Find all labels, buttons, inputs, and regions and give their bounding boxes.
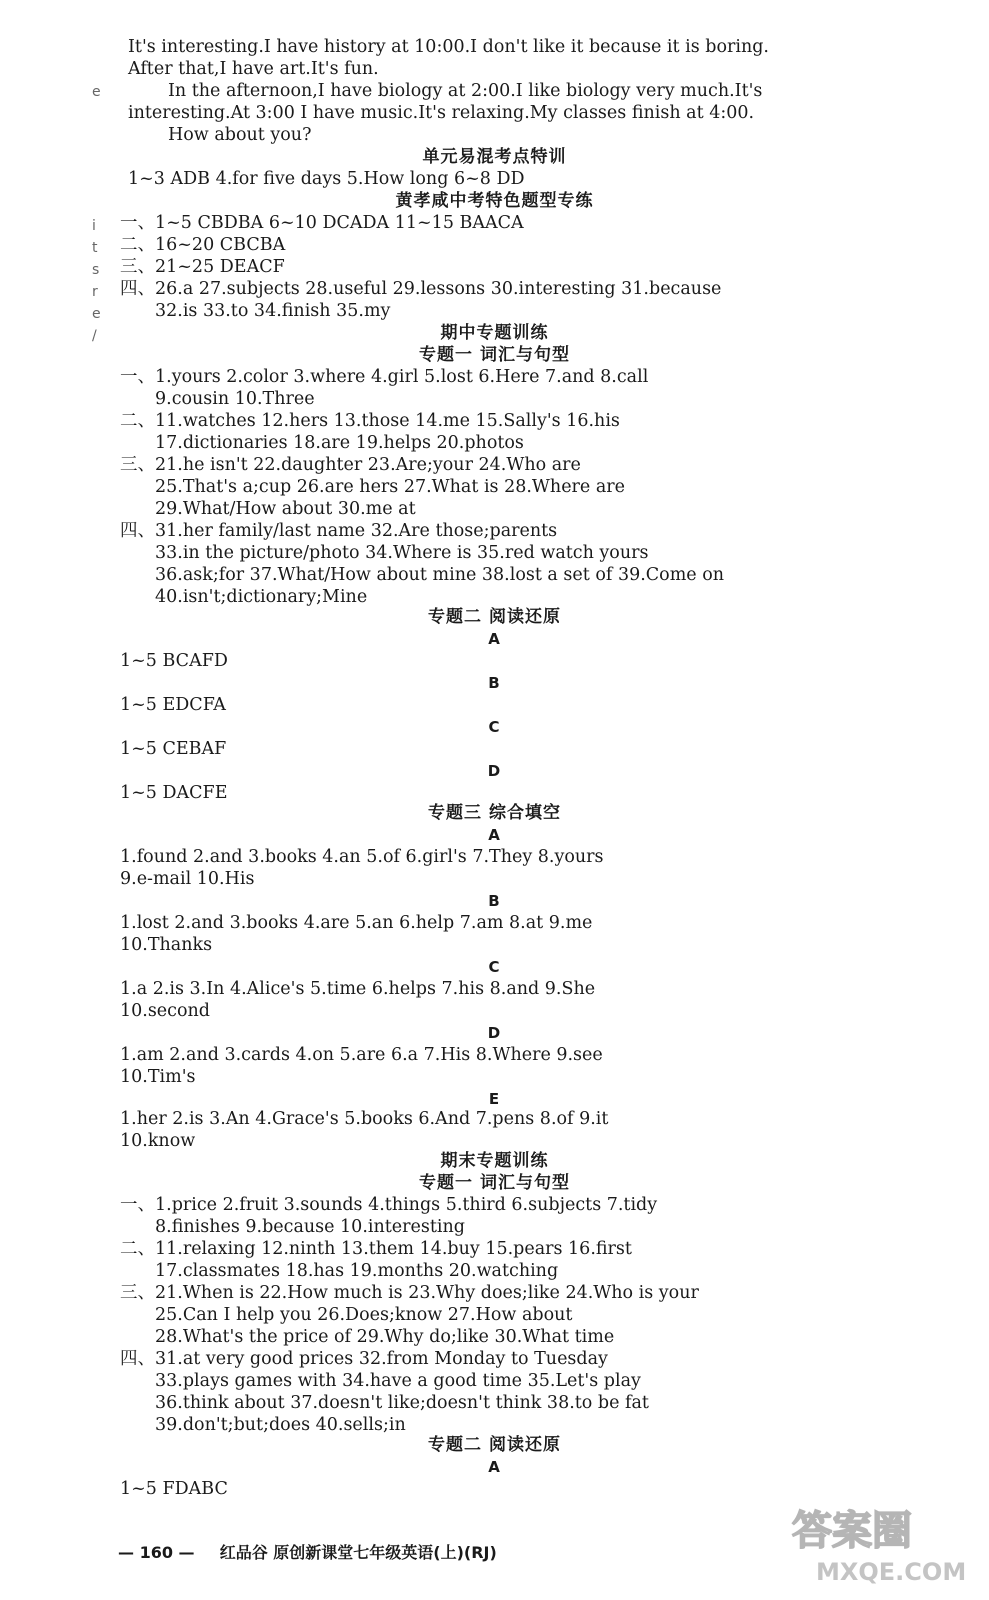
answer-line: 8.finishes 9.because 10.interesting [155, 1217, 465, 1237]
binding-mark: e [92, 84, 101, 100]
binding-mark: / [92, 328, 97, 344]
answer-line: 三、21.he isn't 22.daughter 23.Are;your 24.Who are [120, 455, 581, 475]
passage-line: It's interesting.I have history at 10:00.I don't like it because it is boring. [128, 37, 769, 57]
answer-line: 三、21~25 DEACF [120, 257, 285, 277]
svg-text:答案圈: 答案圈 [792, 1508, 912, 1554]
answer-line: 1~5 CEBAF [120, 739, 227, 759]
answer-line: 三、21.When is 22.How much is 23.Why does;like 24.Who is your [120, 1283, 699, 1303]
watermark-logo [780, 1492, 980, 1592]
answer-line: 9.e-mail 10.His [120, 869, 255, 889]
answer-line: 33.in the picture/photo 34.Where is 35.red watch yours [155, 543, 649, 563]
answer-line: 33.plays games with 34.have a good time 35.Let's play [155, 1371, 641, 1391]
answer-line: 29.What/How about 30.me at [155, 499, 416, 519]
section-heading: 期末专题训练 [440, 1151, 549, 1171]
answer-line: 一、1.yours 2.color 3.where 4.girl 5.lost 6.Here 7.and 8.call [120, 367, 649, 387]
answer-line: 1.found 2.and 3.books 4.an 5.of 6.girl's 7.They 8.yours [120, 847, 604, 867]
binding-mark: r [92, 284, 98, 300]
section-heading: 单元易混考点特训 [422, 147, 567, 167]
binding-mark: t [92, 240, 98, 256]
answer-line: 36.ask;for 37.What/How about mine 38.lost a set of 39.Come on [155, 565, 725, 585]
answer-line: 17.dictionaries 18.are 19.helps 20.photos [155, 433, 524, 453]
answer-line: 25.That's a;cup 26.are hers 27.What is 28.Where are [155, 477, 625, 497]
answer-line: 10.Thanks [120, 935, 213, 955]
answer-line: 36.think about 37.doesn't like;doesn't think 38.to be fat [155, 1393, 649, 1413]
part-label: B [488, 892, 501, 910]
answer-line: 32.is 33.to 34.finish 35.my [155, 301, 391, 321]
part-label: A [488, 826, 501, 844]
part-label: C [488, 958, 501, 976]
topic-heading: 专题一 词汇与句型 [419, 345, 570, 365]
part-label: E [488, 1090, 501, 1108]
passage-line: After that,I have art.It's fun. [128, 59, 379, 79]
answer-line: 二、11.watches 12.hers 13.those 14.me 15.Sally's 16.his [120, 411, 620, 431]
answer-line: 一、1~5 CBDBA 6~10 DCADA 11~15 BAACA [120, 213, 524, 233]
answer-line: 1.am 2.and 3.cards 4.on 5.are 6.a 7.His 8.Where 9.see [120, 1045, 603, 1065]
answer-line: 39.don't;but;does 40.sells;in [155, 1415, 406, 1435]
answer-line: 1~5 FDABC [120, 1479, 228, 1499]
answer-line: 10.Tim's [120, 1067, 196, 1087]
binding-mark: s [92, 262, 100, 278]
svg-text:MXQE.COM: MXQE.COM [816, 1558, 967, 1586]
answer-line: 1.a 2.is 3.In 4.Alice's 5.time 6.helps 7.his 8.and 9.She [120, 979, 596, 999]
passage-line: In the afternoon,I have biology at 2:00.I like biology very much.It's [168, 81, 763, 101]
answer-line: 40.isn't;dictionary;Mine [155, 587, 368, 607]
part-label: D [487, 1024, 502, 1042]
topic-heading: 专题一 词汇与句型 [419, 1173, 570, 1193]
part-label: B [488, 674, 501, 692]
part-label: A [488, 630, 501, 648]
answer-line: 9.cousin 10.Three [155, 389, 315, 409]
page-footer [118, 1540, 497, 1563]
answer-line: 1.her 2.is 3.An 4.Grace's 5.books 6.And 7.pens 8.of 9.it [120, 1109, 609, 1129]
topic-heading: 专题二 阅读还原 [428, 1435, 561, 1455]
answer-line: 25.Can I help you 26.Does;know 27.How about [155, 1305, 573, 1325]
part-label: D [487, 762, 502, 780]
answer-line: 四、26.a 27.subjects 28.useful 29.lessons 30.interesting 31.because [120, 279, 722, 299]
answer-line: 10.know [120, 1131, 196, 1151]
part-label: A [488, 1458, 501, 1476]
answer-line: 二、16~20 CBCBA [120, 235, 286, 255]
book-title: 红品谷 原创新课堂七年级英语(上)(RJ) [219, 1543, 497, 1562]
answer-line: 一、1.price 2.fruit 3.sounds 4.things 5.third 6.subjects 7.tidy [120, 1195, 658, 1215]
answer-line: 1~5 EDCFA [120, 695, 226, 715]
answer-line: 1~5 BCAFD [120, 651, 228, 671]
passage-line: How about you? [168, 125, 312, 145]
topic-heading: 专题三 综合填空 [428, 803, 561, 823]
page-number: — 160 — [118, 1543, 195, 1562]
binding-mark: e [92, 306, 101, 322]
answer-line: 1~3 ADB 4.for five days 5.How long 6~8 DD [128, 169, 525, 189]
section-heading: 期中专题训练 [440, 323, 549, 343]
part-label: C [488, 718, 501, 736]
answer-line: 1~5 DACFE [120, 783, 228, 803]
topic-heading: 专题二 阅读还原 [428, 607, 561, 627]
answer-line: 四、31.her family/last name 32.Are those;parents [120, 521, 558, 541]
answer-line: 1.lost 2.and 3.books 4.are 5.an 6.help 7.am 8.at 9.me [120, 913, 593, 933]
answer-line: 17.classmates 18.has 19.months 20.watching [155, 1261, 559, 1281]
answer-line: 四、31.at very good prices 32.from Monday to Tuesday [120, 1349, 608, 1369]
answer-line: 二、11.relaxing 12.ninth 13.them 14.buy 15.pears 16.first [120, 1239, 632, 1259]
binding-mark: i [92, 218, 96, 234]
passage-line: interesting.At 3:00 I have music.It's relaxing.My classes finish at 4:00. [128, 103, 755, 123]
answer-line: 28.What's the price of 29.Why do;like 30.What time [155, 1327, 615, 1347]
answer-line: 10.second [120, 1001, 210, 1021]
section-heading: 黄孝咸中考特色题型专练 [395, 191, 594, 211]
